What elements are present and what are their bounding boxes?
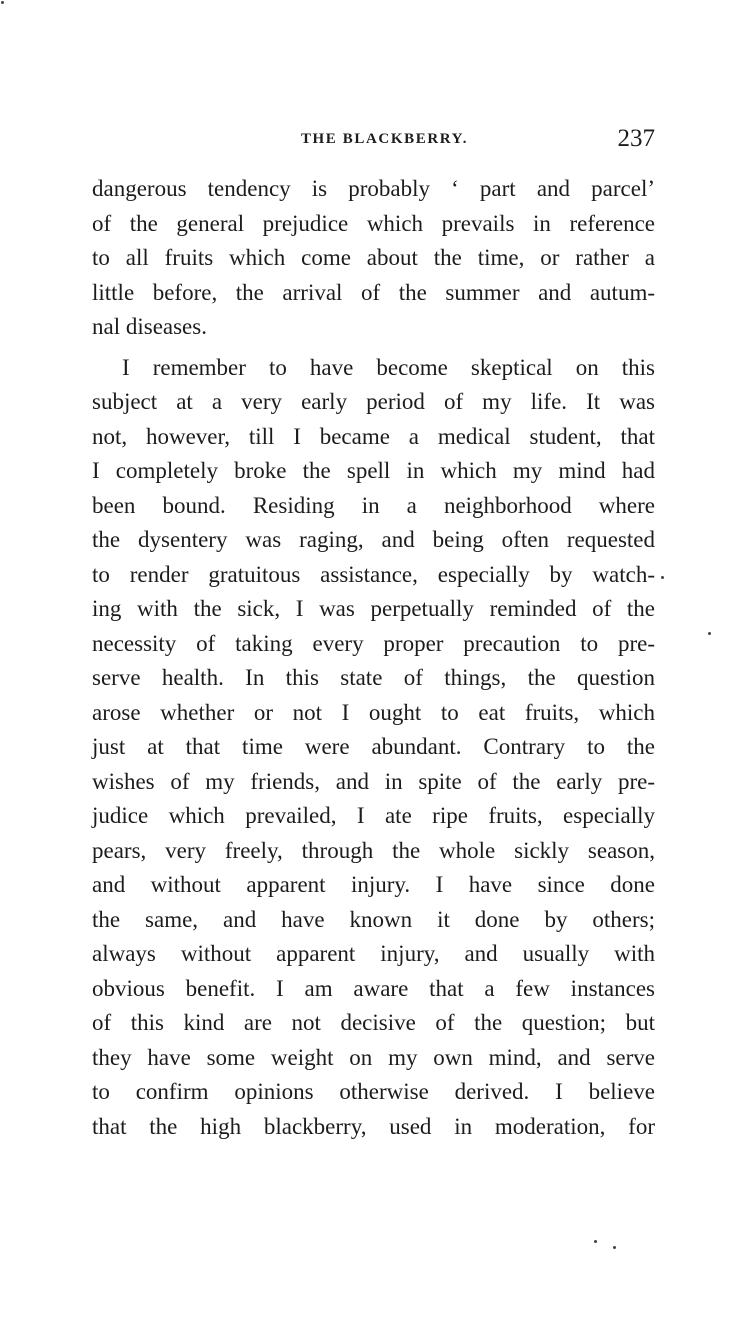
- text-line: obvious benefit. I am aware that a few instances: [92, 975, 655, 1001]
- body-text: [92, 172, 655, 1144]
- text-line: I remember to have become skeptical on this: [122, 354, 655, 380]
- running-title: THE BLACKBERRY.: [300, 131, 469, 147]
- text-line: subject at a very early period of my life. It was: [92, 389, 655, 414]
- text-line: necessity of taking every proper precaution to pre-: [92, 630, 655, 656]
- text-line: always without apparent injury, and usually with: [92, 941, 655, 966]
- text-line: little before, the arrival of the summer and autum-: [92, 279, 655, 305]
- text-line: the same, and have known it done by others;: [92, 906, 655, 932]
- text-line: judice which prevailed, I ate ripe fruits, especially: [92, 803, 655, 828]
- text-line: arose whether or not I ought to eat fruits, which: [92, 699, 655, 725]
- text-line: that the high blackberry, used in moderation, for: [92, 1113, 655, 1139]
- text-line: they have some weight on my own mind, and serve: [92, 1044, 655, 1070]
- text-line: just at that time were abundant. Contrary to the: [92, 734, 655, 759]
- text-line: dangerous tendency is probably ‘ part and parcel’: [92, 176, 655, 201]
- text-line: ing with the sick, I was perpetually reminded of the: [92, 596, 655, 621]
- text-line: to confirm opinions otherwise derived. I believe: [92, 1079, 655, 1104]
- scan-speck: [1, 1, 4, 4]
- text-line: nal diseases.: [92, 314, 207, 339]
- scan-speck: [661, 576, 664, 579]
- scan-speck: [708, 632, 711, 635]
- text-line: of this kind are not decisive of the question; but: [92, 1010, 655, 1035]
- text-line: to all fruits which come about the time, or rather a: [92, 245, 655, 270]
- running-head: [92, 125, 657, 161]
- text-line: I completely broke the spell in which my mind had: [92, 458, 655, 483]
- text-line: and without apparent injury. I have since done: [92, 872, 655, 897]
- page-number: 237: [617, 125, 655, 152]
- text-line: not, however, till I became a medical student, that: [92, 423, 655, 449]
- text-line: to render gratuitous assistance, especially by watch-: [92, 561, 655, 587]
- text-line: the dysentery was raging, and being often requested: [92, 527, 655, 552]
- text-line: serve health. In this state of things, the question: [92, 665, 655, 690]
- text-line: pears, very freely, through the whole sickly season,: [92, 837, 655, 863]
- text-line: wishes of my friends, and in spite of the early pre-: [92, 768, 655, 794]
- text-line: been bound. Residing in a neighborhood where: [92, 492, 655, 518]
- scan-speck: [594, 1240, 597, 1243]
- scan-speck: [613, 1246, 616, 1249]
- text-line: of the general prejudice which prevails in reference: [92, 210, 655, 236]
